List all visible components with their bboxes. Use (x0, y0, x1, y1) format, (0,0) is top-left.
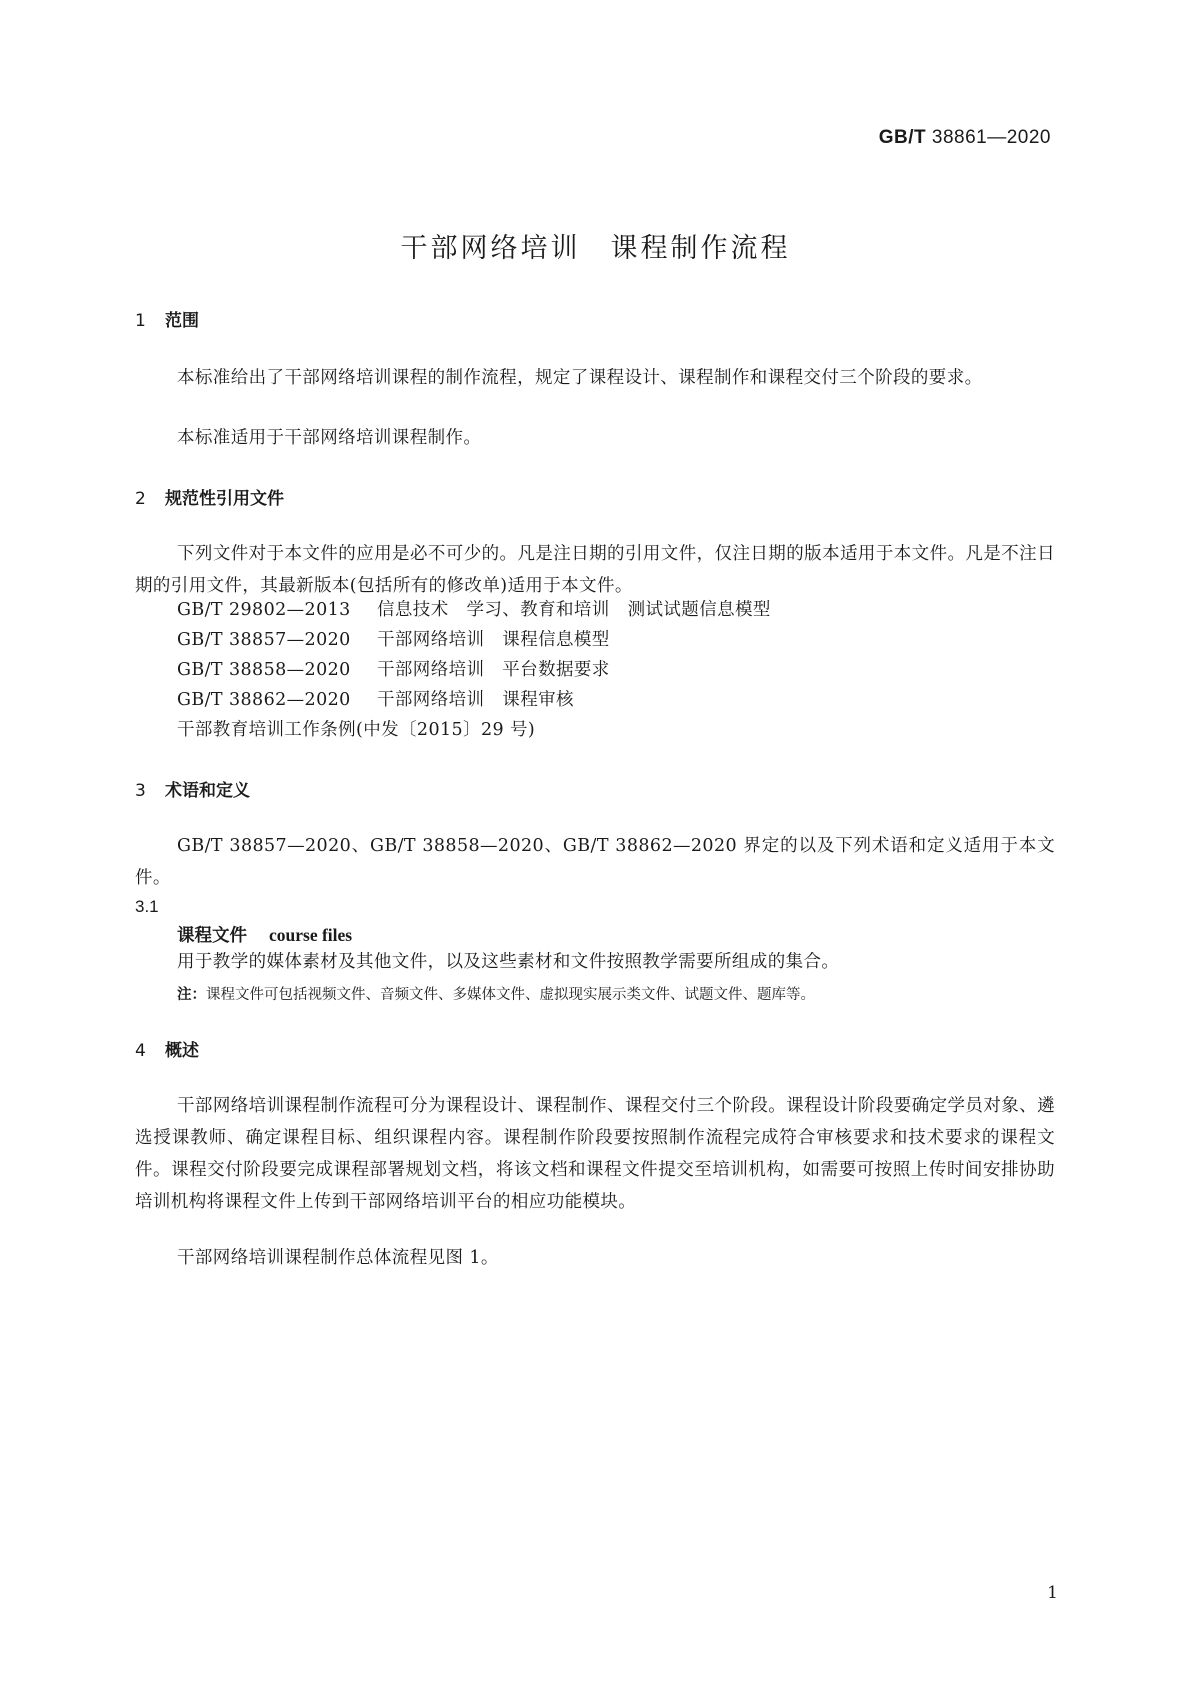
standard-prefix: GB/T (878, 127, 927, 148)
reference-code: GB/T 29802—2013 (177, 600, 351, 620)
term-note (177, 983, 815, 1004)
standard-number: 38861—2020 (931, 127, 1051, 148)
section-1-paragraph-2: 本标准适用于干部网络培训课程制作。 (177, 428, 482, 448)
term-definition: 用于教学的媒体素材及其他文件，以及这些素材和文件按照教学需要所组成的集合。 (177, 952, 840, 972)
standard-code (879, 127, 1051, 149)
section-3-number: 3 (135, 781, 146, 801)
reference-item-regulation: 干部教育培训工作条例(中发〔2015〕29 号) (177, 720, 536, 740)
section-4-paragraph-1: 干部网络培训课程制作流程可分为课程设计、课程制作、课程交付三个阶段。课程设计阶段要确定学员对象、遴选授课教师、确定课程目标、组织课程内容。课程制作阶段要按照制作流程完成符合审核要求和技术要求的课程文件。课程交付阶段要完成课程部署规划文档，将该文档和课程文件提交至培训机构，如需要可按照上传时间安排协助培训机构将课程文件上传到干部网络培训平台的相应功能模块。 (135, 1096, 1055, 1212)
section-2-paragraph-1: 下列文件对于本文件的应用是必不可少的。凡是注日期的引用文件，仅注日期的版本适用于本文件。凡是不注日期的引用文件，其最新版本(包括所有的修改单)适用于本文件。 (135, 544, 1055, 596)
reference-title: 干部网络培训 课程审核 (377, 690, 574, 710)
section-3-paragraph-1: GB/T 38857—2020、GB/T 38858—2020、GB/T 38862—2020 界定的以及下列术语和定义适用于本文件。 (135, 836, 1055, 888)
reference-item (177, 684, 574, 716)
section-1-number: 1 (135, 311, 146, 331)
section-4-number: 4 (135, 1041, 146, 1061)
section-1-title: 范围 (165, 311, 199, 331)
section-2-heading (135, 484, 284, 509)
reference-title: 信息技术 学习、教育和培训 测试试题信息模型 (377, 600, 771, 620)
term-name-en: course files (269, 925, 353, 945)
term-name-cn: 课程文件 (177, 926, 247, 946)
term-name (177, 922, 352, 947)
section-3-heading (135, 776, 250, 801)
section-3-title: 术语和定义 (165, 781, 250, 801)
reference-title: 干部网络培训 平台数据要求 (377, 660, 610, 680)
reference-title: 干部网络培训 课程信息模型 (377, 630, 610, 650)
note-text: 课程文件可包括视频文件、音频文件、多媒体文件、虚拟现实展示类文件、试题文件、题库等。 (206, 987, 815, 1003)
reference-code: GB/T 38862—2020 (177, 690, 351, 710)
reference-code: GB/T 38858—2020 (177, 660, 351, 680)
section-2-number: 2 (135, 489, 146, 509)
reference-item (177, 654, 610, 686)
document-title: 干部网络培训 课程制作流程 (400, 233, 791, 264)
section-4-heading (135, 1036, 199, 1061)
section-4-title: 概述 (165, 1041, 199, 1061)
reference-item (177, 594, 771, 626)
section-4-paragraph-2: 干部网络培训课程制作总体流程见图 1。 (177, 1248, 499, 1268)
section-1-paragraph-1: 本标准给出了干部网络培训课程的制作流程，规定了课程设计、课程制作和课程交付三个阶段的要求。 (177, 368, 983, 388)
note-label: 注： (177, 986, 206, 1003)
reference-code: GB/T 38857—2020 (177, 630, 351, 650)
section-2-title: 规范性引用文件 (165, 489, 284, 509)
page-number: 1 (1047, 1583, 1058, 1603)
section-1-heading (135, 306, 199, 331)
term-number: 3.1 (135, 897, 159, 916)
reference-item (177, 624, 610, 656)
